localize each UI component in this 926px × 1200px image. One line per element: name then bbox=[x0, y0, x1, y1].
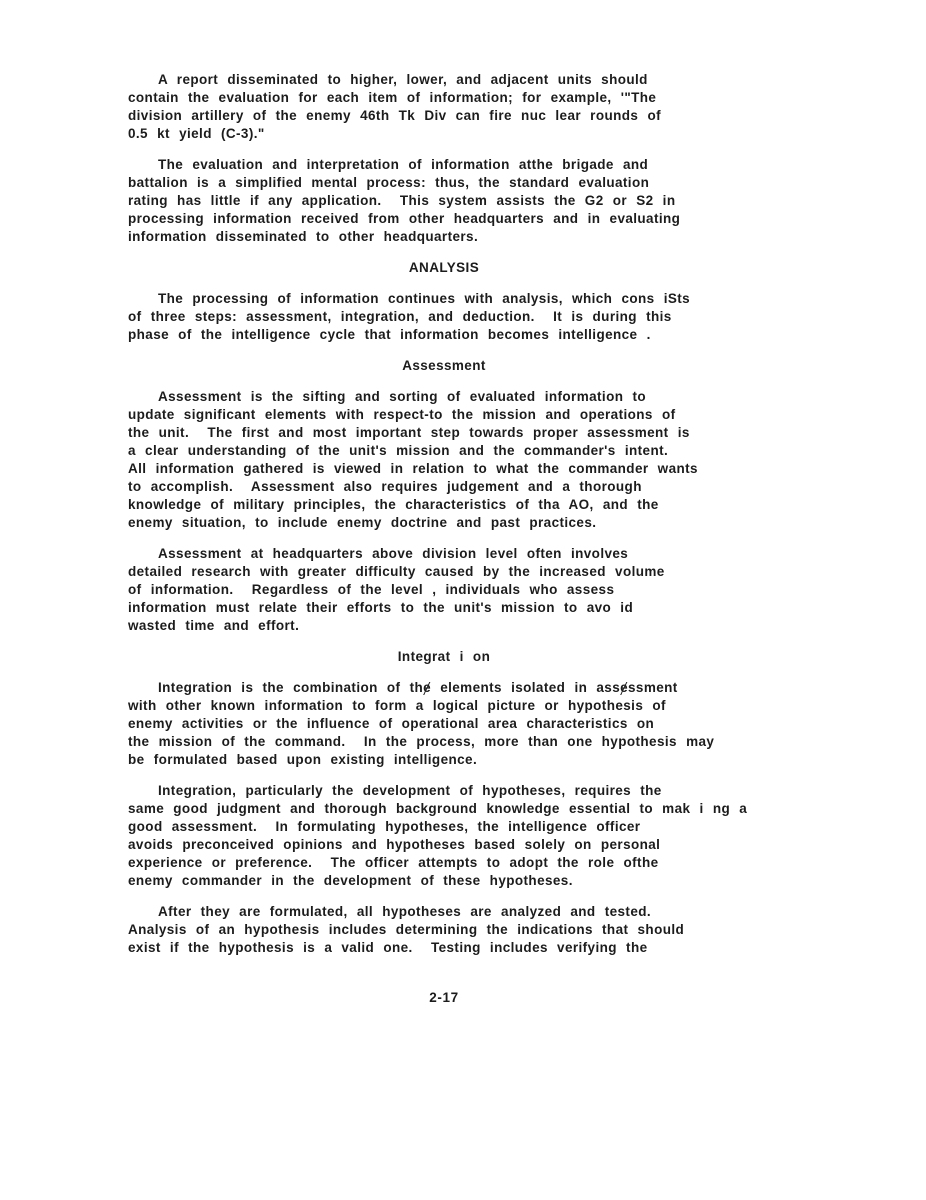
paragraph-line: Assessment is the sifting and sorting of evaluated information to bbox=[158, 389, 647, 404]
paragraph-line: All information gathered is viewed in relation to what the commander wants bbox=[128, 461, 698, 476]
paragraph-line: to accomplish. Assessment also requires judgement and a thorough bbox=[128, 479, 642, 494]
paragraph-line: rating has little if any application. This system assists the G2 or S2 in bbox=[128, 193, 676, 208]
paragraph-line: good assessment. In formulating hypotheses, the intelligence officer bbox=[128, 819, 641, 834]
section-heading: Assessment bbox=[402, 358, 486, 373]
paragraph bbox=[128, 903, 760, 957]
paragraph-line: Integration is the combination of thɇ elements isolated in assɇssment bbox=[158, 680, 678, 695]
paragraph-line: phase of the intelligence cycle that information becomes intelligence . bbox=[128, 327, 651, 342]
paragraph-line: information disseminated to other headquarters. bbox=[128, 229, 479, 244]
paragraph-line: 0.5 kt yield (C-3)." bbox=[128, 126, 265, 141]
paragraph-line: experience or preference. The officer attempts to adopt the role ofthe bbox=[128, 855, 659, 870]
paragraph-line: The evaluation and interpretation of information atthe brigade and bbox=[158, 157, 649, 172]
section-heading: Integrat i on bbox=[397, 649, 491, 664]
paragraph-line: information must relate their efforts to the unit's mission to avo id bbox=[128, 600, 634, 615]
paragraph-line: be formulated based upon existing intelligence. bbox=[128, 752, 478, 767]
paragraph-line: a clear understanding of the unit's mission and the commander's intent. bbox=[128, 443, 669, 458]
paragraph bbox=[128, 388, 760, 532]
paragraph-line: A report disseminated to higher, lower, and adjacent units should bbox=[158, 72, 648, 87]
paragraph bbox=[128, 782, 760, 890]
paragraph bbox=[128, 71, 760, 143]
paragraph-line: with other known information to form a logical picture or hypothesis of bbox=[128, 698, 666, 713]
paragraph-line: enemy situation, to include enemy doctrine and past practices. bbox=[128, 515, 597, 530]
paragraph-line: exist if the hypothesis is a valid one. Testing includes verifying the bbox=[128, 940, 648, 955]
paragraph bbox=[128, 156, 760, 246]
paragraph-line: of three steps: assessment, integration, and deduction. It is during this bbox=[128, 309, 672, 324]
section-heading: ANALYSIS bbox=[408, 260, 480, 275]
paragraph-line: enemy commander in the development of these hypotheses. bbox=[128, 873, 573, 888]
paragraph-line: avoids preconceived opinions and hypotheses based solely on personal bbox=[128, 837, 661, 852]
paragraph-line: detailed research with greater difficulty caused by the increased volume bbox=[128, 564, 665, 579]
paragraph-line: After they are formulated, all hypotheses are analyzed and tested. bbox=[158, 904, 652, 919]
paragraph-line: the mission of the command. In the process, more than one hypothesis may bbox=[128, 734, 715, 749]
paragraph-line: battalion is a simplified mental process: thus, the standard evaluation bbox=[128, 175, 650, 190]
paragraph-line: Integration, particularly the development of hypotheses, requires the bbox=[158, 783, 662, 798]
paragraph-line: processing information received from other headquarters and in evaluating bbox=[128, 211, 681, 226]
paragraph-line: enemy activities or the influence of operational area characteristics on bbox=[128, 716, 655, 731]
paragraph-line: the unit. The first and most important step towards proper assessment is bbox=[128, 425, 690, 440]
paragraph-line: Assessment at headquarters above division level often involves bbox=[158, 546, 629, 561]
paragraph-line: The processing of information continues with analysis, which cons iSts bbox=[158, 291, 691, 306]
document-content bbox=[128, 71, 760, 957]
paragraph-line: knowledge of military principles, the characteristics of tha AO, and the bbox=[128, 497, 659, 512]
paragraph bbox=[128, 679, 760, 769]
paragraph-line: of information. Regardless of the level , individuals who assess bbox=[128, 582, 615, 597]
paragraph-line: same good judgment and thorough background knowledge essential to mak i ng a bbox=[128, 801, 748, 816]
page-number: 2-17 bbox=[429, 990, 459, 1005]
paragraph-line: wasted time and effort. bbox=[128, 618, 300, 633]
paragraph-line: Analysis of an hypothesis includes determining the indications that should bbox=[128, 922, 685, 937]
paragraph bbox=[128, 545, 760, 635]
paragraph-line: update significant elements with respect-to the mission and operations of bbox=[128, 407, 676, 422]
paragraph-line: division artillery of the enemy 46th Tk Div can fire nuc lear rounds of bbox=[128, 108, 662, 123]
paragraph-line: contain the evaluation for each item of information; for example, '"The bbox=[128, 90, 657, 105]
paragraph bbox=[128, 290, 760, 344]
